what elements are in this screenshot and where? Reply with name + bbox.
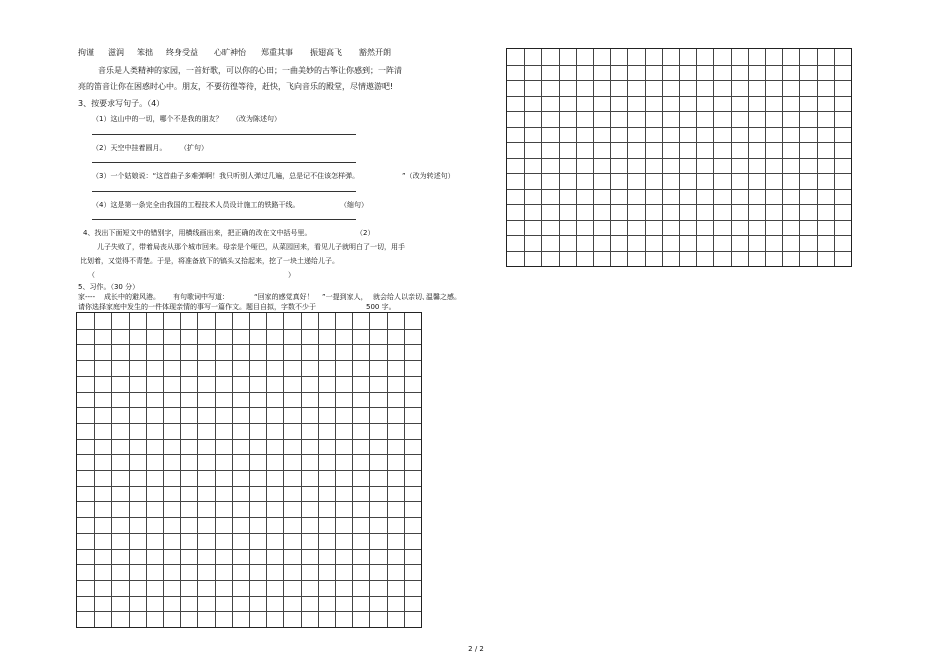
prompt-fragment: 有句歌词中写道：: [173, 293, 229, 301]
correction-bracket-open: （: [88, 271, 95, 279]
question-4-score: （2）: [356, 229, 375, 237]
question-5-title: 5、习作。（30 分）: [78, 283, 140, 291]
idiom: 滋润: [108, 48, 124, 57]
prompt-fragment: 家----: [78, 293, 96, 301]
idiom: 终身受益: [166, 48, 198, 57]
idiom: 笨拙: [137, 48, 153, 57]
prompt-fragment: 温馨之感。: [426, 293, 461, 301]
idiom: 豁然开朗: [359, 48, 391, 57]
prompt-fragment: 成长中的避风港。: [104, 293, 160, 301]
sentence-instruction: （缩句）: [340, 201, 368, 209]
paragraph-line: 音乐是人类精神的家园，一首好歌，可以你的心田；一曲美妙的古筝让你感到；一阵清: [98, 66, 402, 75]
essay-writing-grid-continued[interactable]: [506, 48, 852, 267]
answer-line[interactable]: [92, 134, 356, 135]
question-4-title: 4、找出下面短文中的错别字，用横线画出来，把正确的改在文中括号里。: [83, 229, 312, 237]
prompt-fragment: 就会给人以亲切、: [373, 293, 429, 301]
sentence-instruction: （改为陈述句）: [232, 115, 281, 123]
essay-writing-grid[interactable]: [76, 312, 422, 628]
correction-bracket-close: ）: [288, 271, 295, 279]
sentence-instruction: （扩句）: [180, 144, 208, 152]
passage-line: 儿子失败了，带着局丧从那个城市回来。母亲是个哑巴，从菜园回来，看见儿子就明白了一切，用手: [97, 243, 405, 251]
sentence-item: （2）天空中挂着圆月。: [92, 144, 167, 152]
answer-line[interactable]: [92, 162, 356, 163]
passage-line: 比划着，又觉得不青楚。于是，将准备放下的镐头又拾起来，挖了一块土递给儿子。: [80, 257, 339, 265]
prompt-fragment: ”一提到家人，: [322, 293, 368, 301]
essay-prompt-line: 请你选择家庭中发生的一件体现亲情的事写一篇作文。题目自拟，字数不少于: [78, 303, 316, 311]
idiom: 拘谨: [78, 48, 94, 57]
question-3-title: 3、按要求写句子。（4）: [78, 99, 165, 108]
idiom: 心旷神怡: [214, 48, 246, 57]
sentence-item: （3）一个姑娘说：“这首曲子多难弹啊！我只听别人弹过几遍，总是记不住该怎样弹。: [92, 172, 360, 180]
page-number: 2 / 2: [468, 645, 484, 653]
idiom: 郑重其事: [261, 48, 293, 57]
paragraph-line: 亮的笛音让你在困惑时心中。朋友，不要彷徨等待，赶快，飞向音乐的殿堂，尽情遨游吧!: [78, 82, 394, 91]
answer-line[interactable]: [92, 191, 356, 192]
word-count: 500 字。: [366, 303, 396, 311]
prompt-fragment: “回家的感觉真好！: [254, 293, 314, 301]
sentence-item: （1）这山中的一切，哪个不是我的朋友？: [92, 115, 223, 123]
sentence-item: （4）这是第一条完全由我国的工程技术人员设计施工的铁路干线。: [92, 201, 300, 209]
sentence-instruction: ”（改为转述句）: [402, 172, 455, 180]
answer-line[interactable]: [92, 219, 356, 220]
idiom: 振翅高飞: [310, 48, 342, 57]
